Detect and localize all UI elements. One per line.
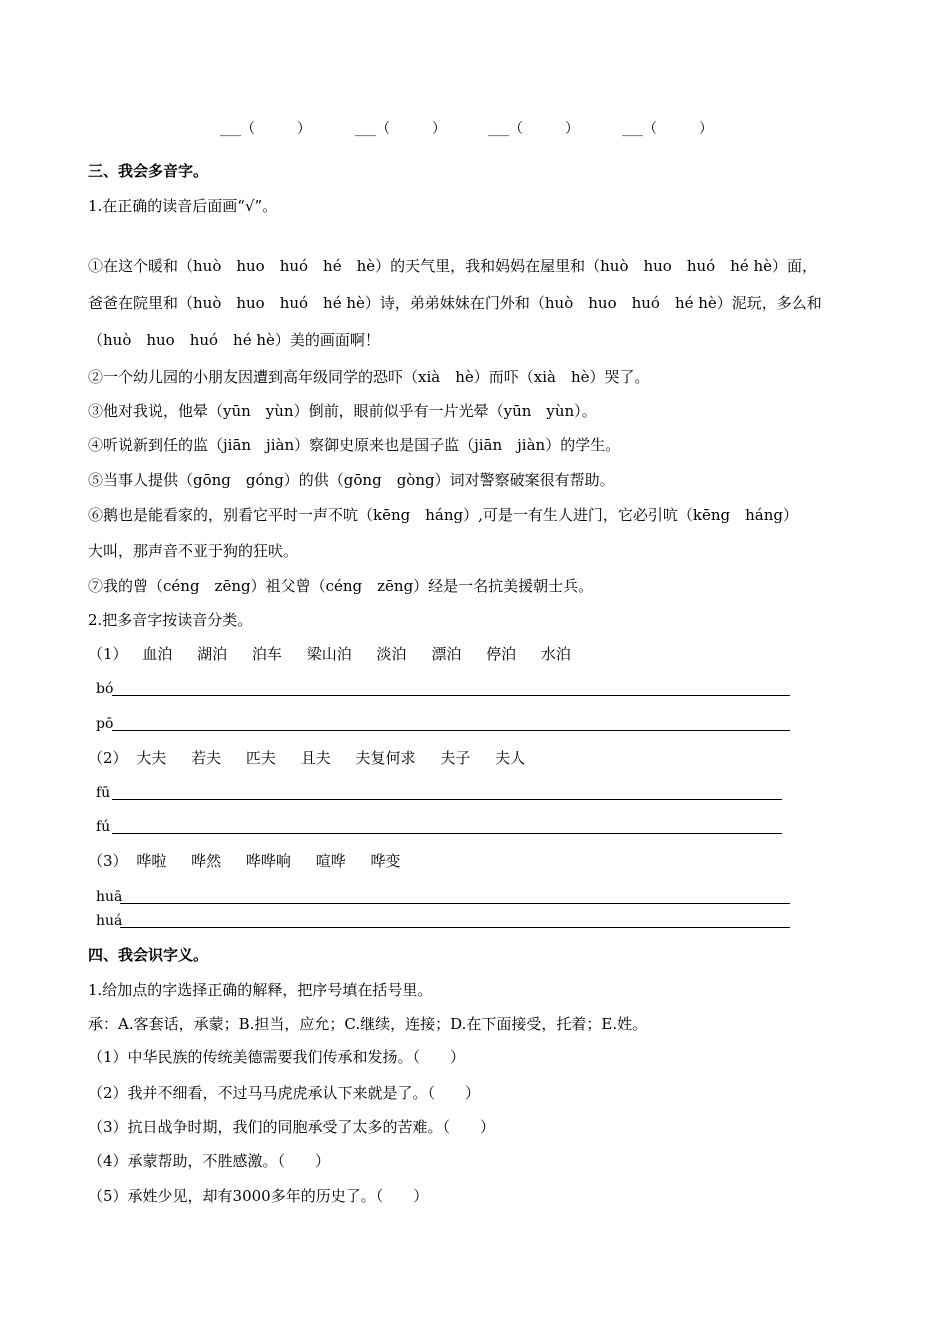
answer-label: huá xyxy=(96,913,123,929)
answer-label: fú xyxy=(96,819,111,835)
answer-rule xyxy=(112,695,790,696)
q2-group-3-words xyxy=(88,850,421,872)
s4-item-3: （3）抗日战争时期，我们的同胞承受了太多的苦难。（ ） xyxy=(88,1118,496,1136)
word: 泊车 xyxy=(251,645,282,663)
blank-fill-3: ___（ ） xyxy=(488,121,579,137)
s4-item-2: （2）我并不细看，不过马马虎虎承认下来就是了。（ ） xyxy=(88,1084,481,1102)
blank-fill-4: ___（ ） xyxy=(622,121,713,137)
q1-line-6: ④听说新到任的监（jiān jiàn）察御史原来也是国子监（jiān jiàn）的学生。 xyxy=(88,436,621,454)
group-3-prefix: （3） xyxy=(88,852,128,870)
word: 夫复何求 xyxy=(355,749,416,767)
top-blank-row xyxy=(0,118,950,140)
word: 哗啦 xyxy=(136,852,167,870)
word: 夫子 xyxy=(440,749,471,767)
s4-item-1: （1）中华民族的传统美德需要我们传承和发扬。（ ） xyxy=(88,1048,466,1066)
q1-line-8: ⑥鹅也是能看家的，别看它平时一声不吭（kēng háng）,可是一有生人进门，它必引吭（kēng háng） xyxy=(88,506,798,524)
q1-line-3: （huò huo huó hé hè）美的画面啊！ xyxy=(88,331,380,349)
s4-item-4: （4）承蒙帮助，不胜感激。（ ） xyxy=(88,1152,331,1170)
answer-label: bó xyxy=(96,681,114,697)
q1-line-10: ⑦我的曾（céng zēng）祖父曾（céng zēng）经是一名抗美援朝士兵。 xyxy=(88,577,594,595)
answer-rule xyxy=(120,903,790,904)
word: 漂泊 xyxy=(431,645,462,663)
answer-label: huā xyxy=(96,889,123,905)
q1-title: 1.在正确的读音后面画“√”。 xyxy=(88,197,278,215)
word: 水泊 xyxy=(540,645,571,663)
s4-item-5: （5）承姓少见，却有3000多年的历史了。（ ） xyxy=(88,1187,429,1205)
group-2-prefix: （2） xyxy=(88,749,128,767)
answer-rule xyxy=(112,799,782,800)
answer-rule xyxy=(112,730,790,731)
word: 喧哗 xyxy=(315,852,346,870)
word: 梁山泊 xyxy=(306,645,352,663)
q1-line-2: 爸爸在院里和（huò huo huó hé hè）诗，弟弟妹妹在门外和（huò huo huó hé hè）泥玩，多么和 xyxy=(88,294,822,312)
word: 哗变 xyxy=(370,852,401,870)
q1-line-9: 大叫，那声音不亚于狗的狂吠。 xyxy=(88,542,299,560)
word: 血泊 xyxy=(142,645,173,663)
answer-label: pō xyxy=(96,716,114,732)
answer-rule xyxy=(112,833,782,834)
word: 若夫 xyxy=(191,749,222,767)
word: 淡泊 xyxy=(376,645,407,663)
word: 且夫 xyxy=(300,749,331,767)
definitions: 承：A.客套话，承蒙；B.担当，应允；C.继续，连接；D.在下面接受，托着；E.姓。 xyxy=(88,1015,648,1033)
group-1-prefix: （1） xyxy=(88,645,128,663)
q2-group-2-words xyxy=(88,747,545,769)
section-4-heading: 四、我会识字义。 xyxy=(88,946,209,964)
word: 哗哗响 xyxy=(245,852,291,870)
q1-line-1: ①在这个暖和（huò huo huó hé hè）的天气里，我和妈妈在屋里和（huò huo huó hé hè）面， xyxy=(88,257,818,275)
answer-label: fū xyxy=(96,785,111,801)
q1-line-7: ⑤当事人提供（gōng góng）的供（gōng gòng）词对警察破案很有帮助。 xyxy=(88,471,615,489)
s4-q1-title: 1.给加点的字选择正确的解释，把序号填在括号里。 xyxy=(88,981,433,999)
word: 停泊 xyxy=(486,645,517,663)
word: 哗然 xyxy=(191,852,222,870)
word: 湖泊 xyxy=(197,645,228,663)
section-3-heading: 三、我会多音字。 xyxy=(88,162,209,180)
blank-fill-1: ___（ ） xyxy=(220,121,311,137)
q2-title: 2.把多音字按读音分类。 xyxy=(88,611,253,629)
word: 匹夫 xyxy=(245,749,276,767)
blank-fill-2: ___（ ） xyxy=(355,121,446,137)
q1-line-4: ②一个幼儿园的小朋友因遭到高年级同学的恐吓（xià hè）而吓（xià hè）哭了。 xyxy=(88,368,650,386)
word: 夫人 xyxy=(495,749,526,767)
answer-rule xyxy=(120,927,790,928)
word: 大夫 xyxy=(136,749,167,767)
q1-line-5: ③他对我说，他晕（yūn yùn）倒前，眼前似乎有一片光晕（yūn yùn）。 xyxy=(88,402,597,420)
q2-group-1-words xyxy=(88,643,591,665)
